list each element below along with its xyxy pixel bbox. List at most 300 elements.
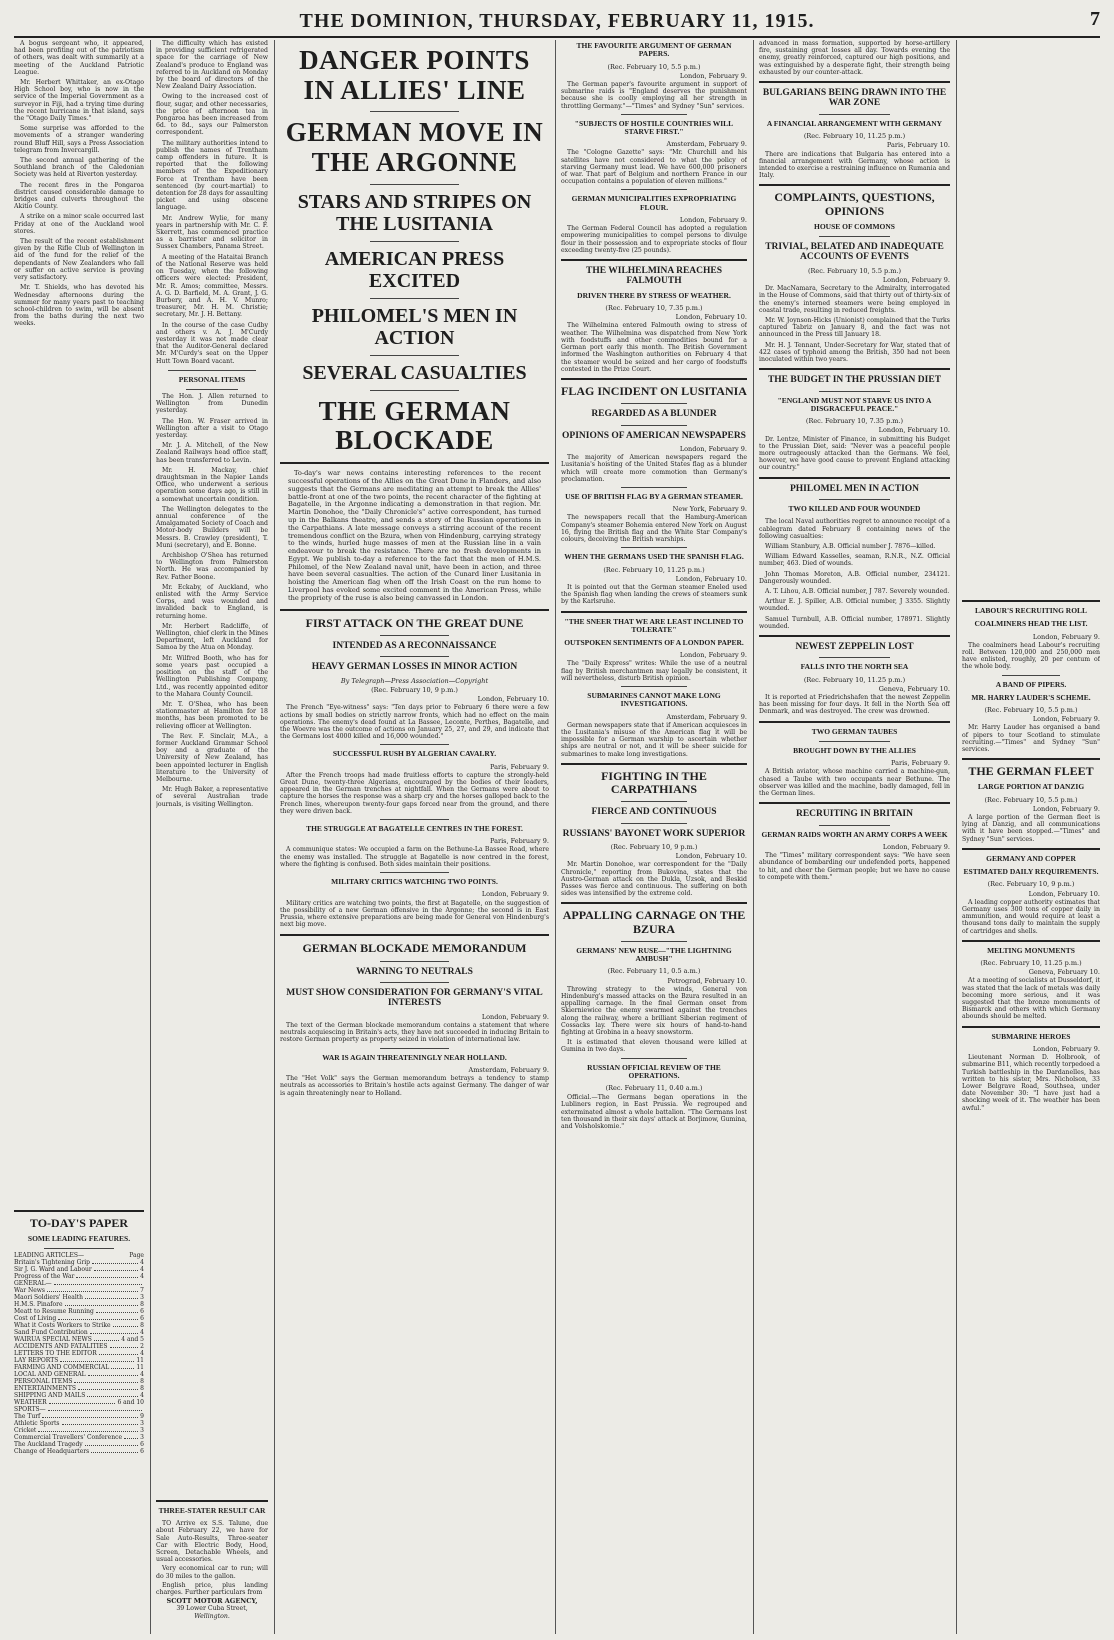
received-dateline: (Rec. February 10, 9 p.m.) [987, 880, 1075, 889]
subhead-american-opinions: OPINIONS OF AMERICAN NEWSPAPERS [562, 430, 746, 441]
toc-item-page: 6 [140, 1441, 144, 1449]
subhead-municipalities-flour: GERMAN MUNICIPALITIES EXPROPRIATING FLOUR. [571, 194, 737, 212]
article-paragraph: Some surprise was afforded to the movements of a stranger wandering round Bluff Hill, says a Press Association telegram from Invercargill. [14, 125, 144, 154]
toc-item [14, 1294, 144, 1301]
subhead-daily-requirements: ESTIMATED DAILY REQUIREMENTS. [963, 867, 1099, 877]
subhead-submarines: SUBMARINES CANNOT MAKE LONG INVESTIGATIONS. [587, 691, 721, 709]
toc-item-page: 4 [140, 1371, 144, 1379]
headline-philomel: PHILOMEL'S MEN IN ACTION [311, 304, 518, 349]
toc-item [14, 1259, 144, 1266]
subhead-north-sea: FALLS INTO THE NORTH SEA [800, 662, 909, 672]
divider [370, 111, 459, 112]
masthead-title: THE DOMINION, THURSDAY, FEBRUARY 11, 1915. [299, 9, 815, 32]
subhead-official-review: RUSSIAN OFFICIAL REVIEW OF THE OPERATIONS. [587, 1062, 721, 1080]
leader-dots [91, 1448, 138, 1453]
divider [819, 657, 890, 658]
page-number: 7 [1090, 8, 1100, 30]
leader-dots [94, 1266, 138, 1271]
article-paragraph: Mr. Martin Donohoe, war correspondent for the "Daily Chronicle," reporting from Bukovina, states that the Austro-German attack on the Dukla, Uzsok, and Beskid Passes was fierce and continuous. The suffering on both sides was intensified by the extreme cold. [561, 861, 747, 898]
toc-subtitle: SOME LEADING FEATURES. [27, 1234, 131, 1244]
toc-item [14, 1441, 144, 1448]
toc-item-label: Progress of the War [14, 1273, 75, 1281]
toc-item [14, 1322, 144, 1329]
subhead-stress-weather: DRIVEN THERE BY STRESS OF WEATHER. [577, 290, 731, 300]
divider [819, 499, 890, 500]
toc-item [14, 1350, 144, 1357]
subhead-vital-interests: MUST SHOW CONSIDERATION FOR GERMANY'S VITAL INTERESTS [286, 987, 543, 1009]
divider [370, 390, 459, 391]
toc-item-label: The Auckland Tragedy [14, 1441, 83, 1449]
casualty-entry: William Stanbury, A.B. Official number J. 7876—killed. [765, 542, 936, 550]
place-dateline: London, February 10. [1028, 889, 1100, 898]
personal-item: Mr. Hugh Baker, a representative of several Australian trade journals, is visiting Wellington. [156, 786, 268, 808]
toc-item-label: ENTERTAINMENTS [14, 1385, 76, 1393]
personal-item: Archbishop O'Shea has returned to Wellington from Palmerston North. He was accompanied by Rev. Father Boone. [156, 552, 268, 581]
headline-german-fleet: THE GERMAN FLEET [968, 764, 1094, 779]
toc-item-page: 4 and 5 [121, 1336, 144, 1344]
divider [380, 982, 449, 983]
article-paragraph: A British aviator, whose machine carried a machine-gun, chased a Taube with two occupants near Bethune. The observer was killed and the machine, badly damaged, fell in the German lines. [759, 768, 950, 797]
personal-item: The Hon. W. Fraser arrived in Wellington after a visit to Otago yesterday. [156, 417, 268, 439]
divider [621, 686, 687, 687]
subhead-lauder-scheme: MR. HARRY LAUDER'S SCHEME. [971, 692, 1091, 702]
article-paragraph: Throwing strategy to the winds, General von Hindenburg's massed attacks on the Bzura resulted in an appalling carnage. In the final German onset from Skierniewice the enemy swarmed against the trenches along the railway, where a brilliant Siberian regiment of Cossacks lay. There were six hours of hand-to-hand fighting at Grobina in a heavy snowstorm. [561, 985, 747, 1036]
leader-dots [96, 1308, 138, 1313]
article-paragraph: A large portion of the German fleet is lying at Danzig, and all communications with it have been stopped.—"Times" and Sydney "Sun" services. [962, 814, 1100, 843]
article-paragraph: The majority of American newspapers regard the Lusitania's hoisting of the United States flag as a blunder which will create more commotion than Germany's proclamation. [561, 454, 747, 483]
toc-item-label: ACCIDENTS AND FATALITIES [14, 1343, 108, 1351]
toc-item-label: Meatt to Resume Running [14, 1308, 94, 1316]
article-paragraph: The French "Eye-witness" says: "Ten days prior to February 6 there were a few actions by small bodies on strictly narrow fronts, which had no effect on the main operations. The enemy's dead found at La Bassee, Leconte, Perthes, Bagatelle, and the Woevre was the outcome of actions on January 25, 27, and 29, and indicate that the Germans lost 4000 killed and 16,000 wounded." [280, 704, 549, 741]
place-dateline: Amsterdam, February 9. [666, 140, 747, 149]
todays-paper-box [14, 1210, 144, 1455]
casualty-entry: A. T. Lihou, A.B. Official number, J 787. Severely wounded. [765, 587, 950, 595]
divider [280, 934, 549, 936]
toc-item [14, 1273, 144, 1280]
column-rule [150, 40, 151, 1634]
toc-item [14, 1336, 144, 1343]
place-dateline: Paris, February 10. [886, 141, 950, 150]
headline-flag-incident: FLAG INCIDENT ON LUSITANIA [561, 383, 747, 398]
received-dateline: (Rec. February 10, 5.5 p.m.) [984, 795, 1078, 804]
place-dateline: Petrograd, February 10. [667, 976, 747, 985]
toc-item-label: FARMING AND COMMERCIAL [14, 1364, 110, 1372]
subhead-lightning-ambush: GERMANS' NEW RUSE—"THE LIGHTNING AMBUSH" [576, 945, 732, 964]
place-dateline: Geneva, February 10. [1028, 968, 1100, 977]
toc-item-page: 11 [136, 1357, 144, 1365]
toc-item [14, 1413, 144, 1420]
personal-items-heading: PERSONAL ITEMS [178, 374, 246, 384]
divider [621, 1058, 687, 1059]
subhead-house-of-commons: HOUSE OF COMMONS [814, 221, 895, 231]
place-dateline: New York, February 9. [672, 505, 747, 514]
column-4 [561, 40, 747, 1634]
headline-zeppelin: NEWEST ZEPPELIN LOST [795, 641, 914, 652]
toc-item-label: WEATHER [14, 1399, 47, 1407]
place-dateline: London, February 9. [679, 215, 747, 224]
column-3 [280, 40, 549, 1634]
toc-item-label: Commercial Travellers' Conference [14, 1434, 122, 1442]
received-dateline: (Rec. February 10, 5.5 p.m.) [807, 266, 902, 275]
divider [759, 368, 950, 370]
divider [759, 635, 950, 637]
divider [621, 487, 687, 488]
headline-carpathians: FIGHTING IN THE CARPATHIANS [601, 768, 707, 796]
article-paragraph: The recent fires in the Pongaroa district caused considerable damage to bridges and culverts throughout the Akitio County. [14, 181, 144, 211]
toc-section-label: LEADING ARTICLES— [14, 1252, 85, 1260]
headline-recruiting-britain: RECRUITING IN BRITAIN [795, 809, 913, 820]
toc-item-label: LAY REPORTS [14, 1357, 59, 1365]
article-paragraph: The "Het Volk" says the German memorandum betrays a tendency to stamp neutrals as accessories to Britain's hostile acts against Germany. The danger of war is again threateningly near to Holland. [280, 1075, 549, 1097]
article-paragraph: A strike on a minor scale occurred last Friday at one of the Auckland wool stores. [14, 213, 144, 235]
toc-section-header [14, 1252, 144, 1259]
article-paragraph: The military authorities intend to publish the names of Trentham camp offenders in future. It is reported that the following members of the Expeditionary Force at Trentham have been sentenced (by court-martial) to detention for 28 days for assaulting picket and using obscene language. [156, 139, 268, 212]
toc-item-page: 4 [140, 1329, 144, 1337]
divider [759, 721, 950, 723]
article-paragraph: Official.—The Germans began operations in the Lubliners region, in East Prussia. We regrouped and exterminated almost a whole battalion. "The Germans lost ten thousand in their six days' attack at Borjimow, Gumina, and Volsholskomie." [561, 1094, 747, 1131]
masthead [14, 6, 1100, 38]
column-rule [555, 40, 556, 1634]
article-paragraph: Mr. Harry Lauder has organised a band of pipers to tour Scotland to stimulate recruiting.—"Times" and Sydney "Sun" services. [962, 724, 1100, 754]
article-paragraph: advanced in mass formation, supported by horse-artillery fire, sustaining great losses all day. Towards evening the enemy, greatly reinforced, captured our high positions, and was extinguished by a desperate fight, their strength being exhausted by our counter-attack. [759, 40, 950, 76]
toc-item-label: PERSONAL ITEMS [14, 1378, 73, 1386]
place-dateline: Amsterdam, February 9. [468, 1065, 549, 1074]
ad-text: TO Arrive ex S.S. Talune, due about February 22, we have for Sale Auto-Results, Three-seater Car with Electric Body, Hood, Screen, Detachable Wheels, and usual accessories. [156, 1520, 268, 1564]
article-paragraph: Military critics are watching two points, the first at Bagatelle, on the suggestion of the possibility of a new German offensive in the Argonne; the second is in East Prussia, where extensive preparations are being made for General von Hindenburg's next big move. [280, 899, 549, 929]
subhead-warning-neutrals: WARNING TO NEUTRALS [356, 966, 473, 977]
article-paragraph: Mr. W. Joynson-Hicks (Unionist) complained that the Turks captured Tabriz on January 8, and the fact was not announced in the Press till January 18. [759, 317, 950, 339]
divider [561, 259, 747, 261]
toc-item-label: Cost of Living [14, 1315, 57, 1323]
article-paragraph: Mr. Andrew Wylie, for many years in partnership with Mr. C. F. Skerrett, has commenced practice as a barrister and solicitor in Sussex Chambers, Panama Street. [156, 214, 268, 251]
received-dateline: (Rec. February 10, 5.5 p.m.) [607, 62, 701, 71]
toc-item [14, 1364, 144, 1371]
ad-signature: SCOTT MOTOR AGENCY, [166, 1597, 258, 1606]
place-dateline: London, February 9. [1032, 632, 1100, 641]
divider [380, 635, 449, 636]
article-paragraph: A bogus sergeant who, it appeared, had been profiting out of the patriotism of others, was dealt with summarily at a meeting of the Auckland Patriotic League. [14, 40, 144, 76]
article-paragraph: The local Naval authorities regret to announce receipt of a cablegram dated February 8 containing news of the following casualties: [759, 518, 950, 540]
toc-item [14, 1280, 144, 1287]
toc-item [14, 1420, 144, 1427]
ad-title: THREE-STATER RESULT CAR [158, 1506, 266, 1515]
toc-item-page: 4 [140, 1392, 144, 1400]
toc-item-label: What it Costs Workers to Strike [14, 1322, 111, 1330]
subhead-blunder: REGARDED AS A BLUNDER [591, 409, 717, 420]
headline-blockade-memorandum: GERMAN BLOCKADE MEMORANDUM [302, 941, 527, 956]
received-dateline: (Rec. February 10, 9 p.m.) [371, 685, 458, 694]
headline-wilhelmina: THE WILHELMINA REACHES FALMOUTH [585, 265, 723, 287]
article-paragraph: Dr. Lentze, Minister of Finance, in submitting his Budget to the Prussian Diet, said: "Never was a peaceful people more outrageously attacked than the Germans. We feel, however, we have good cause to prevent England attacking our country." [759, 435, 950, 472]
leader-dots [99, 1350, 138, 1355]
toc-item [14, 1385, 144, 1392]
article-paragraph: The second annual gathering of the Southland branch of the Caledonian Society was held at Riverton yesterday. [14, 157, 144, 179]
toc-item [14, 1427, 144, 1434]
toc-item-page: 9 [140, 1413, 144, 1421]
leader-dots [65, 1301, 139, 1306]
subhead-algerian-cavalry: SUCCESSFUL RUSH BY ALGERIAN CAVALRY. [332, 749, 497, 759]
subhead-band-pipers: A BAND OF PIPERS. [995, 679, 1067, 689]
article-paragraph: It is reported at Friedrichshafen that the newest Zeppelin has been missing for four days. It fell in the North Sea off Denmark, and was destroyed. The crew was drowned. [759, 694, 950, 716]
personal-item: Mr. Wilfred Booth, who has for some years past occupied a position on the staff of the Wellington Publishing Company, Ltd., was recently appointed editor to the Mahara County Council. [156, 654, 268, 698]
toc-item-page: 6 [140, 1308, 144, 1316]
subhead-trivial-accounts: TRIVIAL, BELATED AND INADEQUATE ACCOUNTS OF EVENTS [765, 241, 944, 263]
personal-item: Mr. T. O'Shea, who has been stationmaster at Hamilton for 18 months, has been promoted to be relieving officer at Wellington. [156, 700, 268, 730]
toc-item [14, 1378, 144, 1385]
ad-address: 39 Lower Cuba Street, [176, 1605, 248, 1613]
toc-item-label: Cricket [14, 1427, 37, 1435]
article-paragraph: The difficulty which has existed in providing sufficient refrigerated space for the carriage of New Zealand's produce to England was referred to in Auckland on Monday by the board of directors of the New Zealand Dairy Association. [156, 40, 268, 91]
leader-dots [111, 1364, 134, 1369]
toc-item-page: 6 [140, 1315, 144, 1323]
subhead-german-raids: GERMAN RAIDS WORTH AN ARMY CORPS A WEEK [761, 829, 948, 839]
divider [370, 355, 459, 356]
leader-dots [85, 1441, 138, 1446]
divider [819, 391, 890, 392]
article-paragraph: Lieutenant Norman D. Holbrook, of submarine B11, which recently torpedoed a Turkish battleship in the Dardanelles, has written to his sister, Mrs. Nicholson, 33 Lower Belgrave Road, Southsea, under date November 30: "I have just had a shocking week of it. The weather has been awful." [962, 1054, 1100, 1112]
place-dateline: London, February 9. [1032, 804, 1100, 813]
toc-item-page: 6 [140, 1448, 144, 1456]
leader-dots [58, 1315, 138, 1320]
divider [380, 961, 449, 962]
leader-dots [42, 1413, 138, 1418]
toc-item-page: 4 [140, 1259, 144, 1267]
received-dateline: (Rec. February 11, 0.5 a.m.) [607, 967, 701, 976]
personal-item: The Hon. J. Allen returned to Wellington from Dunedin yesterday. [156, 392, 268, 415]
headline-melting-monuments: MELTING MONUMENTS [987, 945, 1075, 955]
column-6-top-spacer [962, 40, 1100, 600]
divider [370, 184, 459, 185]
casualty-entry: John Thomas Moreton, A.B. Official number, 234121. Dangerously wounded. [759, 570, 950, 585]
headline-philomel-men: PHILOMEL MEN IN ACTION [789, 483, 920, 494]
toc-item-label: LETTERS TO THE EDITOR [14, 1350, 97, 1358]
toc-title: TO-DAY'S PAPER [29, 1216, 129, 1230]
place-dateline: Amsterdam, February 9. [666, 712, 747, 721]
divider [962, 758, 1100, 760]
toc-item-label: GENERAL— [14, 1280, 52, 1288]
article-paragraph: The Wilhelmina entered Falmouth owing to stress of weather. The Wilhelmina was dispatched from New York with foodstuffs and other commodities bound for a German port early this month. The British Government informed the Washington authorities on February 4 that the steamer would be seized and her cargo of foodstuffs contested in the Prize Court. [561, 322, 747, 373]
divider [370, 241, 459, 242]
divider [759, 184, 950, 186]
divider [156, 1500, 268, 1502]
headline-submarine-heroes: SUBMARINE HEROES [991, 1031, 1071, 1041]
leader-dots [62, 1420, 139, 1425]
place-dateline: Paris, February 9. [490, 837, 549, 846]
received-dateline: (Rec. February 10, 9 p.m.) [610, 843, 698, 852]
toc-item-label: War News [14, 1287, 46, 1295]
toc-item [14, 1434, 144, 1441]
divider [561, 902, 747, 904]
toc-item-page: 7 [140, 1287, 144, 1295]
divider [168, 370, 256, 371]
divider [759, 477, 950, 479]
toc-item [14, 1392, 144, 1399]
toc-item-page: 4 [140, 1350, 144, 1358]
subhead-spanish-flag: WHEN THE GERMANS USED THE SPANISH FLAG. [564, 552, 744, 562]
toc-item-page: 3 [140, 1434, 144, 1442]
divider [370, 298, 459, 299]
place-dateline: Geneva, February 10. [878, 684, 950, 693]
leader-dots [87, 1392, 138, 1397]
personal-item: The Wellington delegates to the annual conference of the Amalgamated Society of Coach and Motor-body Builders will be Messrs. B. Crawley (president), T. Muni (secretary), and E. Bonne. [156, 505, 268, 549]
divider [186, 389, 238, 390]
divider [621, 189, 687, 190]
column-rule [274, 40, 275, 1634]
article-paragraph: The "Daily Express" writes: While the use of a neutral flag by British merchantmen may legally be consistent, it will nevertheless, disturb British opinion. [561, 660, 747, 682]
toc-item [14, 1406, 144, 1413]
leader-dots [90, 1329, 138, 1334]
subhead-brought-down: BROUGHT DOWN BY THE ALLIES [793, 745, 916, 755]
article-paragraph: A meeting of the Hataitai Branch of the National Reserve was held on Tuesday, when the following officers were elected: President, Mr. R. Amos; committee, Messrs. A. G. D. Barfield, M. A. Grant, J. G. Burbery, and A. H. V. Munro; treasurer, Mr. H. M. Christie; secretary, Mr. J. H. Bettany. [156, 253, 268, 319]
toc-item-label: Sand Fund Contribution [14, 1329, 88, 1337]
subhead-sneer: "THE SNEER THAT WE ARE LEAST INCLINED TO TOLERATE" [564, 616, 744, 634]
divider [962, 848, 1100, 850]
subhead-bayonet: RUSSIANS' BAYONET WORK SUPERIOR [562, 828, 746, 839]
toc-item-label: Change of Headquarters [14, 1448, 90, 1456]
article-paragraph: A communique states: We occupied a farm on the Bethune-La Bassee Road, where the enemy was installed. The struggle at Bagatelle is now centred in the forest, where the fighting is confused. Both sides maintain their positions. [280, 846, 549, 868]
subhead-heavy-losses: HEAVY GERMAN LOSSES IN MINOR ACTION [311, 662, 518, 673]
article-paragraph: The newspapers recall that the Hamburg-American Company's steamer Bohemia entered New York on August 16, flying the British flag and the White Star Company's colours, deceiving the British warships. [561, 514, 747, 544]
article-paragraph: After the French troops had made fruitless efforts to capture the strongly-held Great Dune, twenty-three Algerians, encouraged by the bodies of their leaders, appeared in the German trenches at nightfall. When the Germans were about to capture the horses the response was a sharp cry and the horses galloped back to the French lines, whereupon twenty-four gaps forced near from the ground, and there they were driven back. [280, 771, 549, 815]
leader-dots [124, 1434, 138, 1439]
headline-first-attack: FIRST ATTACK ON THE GREAT DUNE [305, 615, 524, 630]
subhead-danzig: LARGE PORTION AT DANZIG [977, 782, 1085, 792]
article-paragraph: German newspapers state that if American acquiesces in the Lusitania's misuse of the American flag it will be impossible for a German warship to ascertain whether ships are neutral or not, and it will be sheer suicide for submarines to make long investigations. [561, 721, 747, 758]
place-dateline: London, February 9. [679, 651, 747, 660]
toc-item-page: 8 [140, 1322, 144, 1330]
divider [380, 819, 449, 820]
place-dateline: London, February 9. [882, 276, 950, 285]
toc-item-label: Maori Soldiers' Health [14, 1294, 84, 1302]
article-paragraph: It is estimated that eleven thousand were killed at Gumina in two days. [561, 1039, 747, 1054]
toc-item-page: 4 [140, 1273, 144, 1281]
leader-dots [85, 1294, 138, 1299]
article-paragraph: The coalminers head Labour's recruiting roll. Between 120,000 and 250,000 men have enlisted, roughly, 20 per centum of the whole body. [962, 641, 1100, 671]
divider [621, 403, 687, 404]
divider [759, 81, 950, 83]
leader-dots [38, 1427, 138, 1432]
divider [962, 1026, 1100, 1028]
headline-bzura: APPALLING CARNAGE ON THE BZURA [562, 908, 746, 936]
ad-text: English price, plus landing charges. Further particulars from [156, 1581, 268, 1597]
headline-german-move: GERMAN MOVE IN THE ARGONNE [285, 117, 544, 178]
received-dateline: (Rec. February 10, 11.25 p.m.) [803, 675, 906, 684]
toc-item [14, 1329, 144, 1336]
subhead-financial-arrangement: A FINANCIAL ARRANGEMENT WITH GERMANY [766, 118, 943, 128]
received-dateline: (Rec. February 10, 11.25 p.m.) [803, 132, 906, 141]
article-paragraph: The "Times" military correspondent says: "We have seen abundance of bombarding our undefended ports, happened to hit, and cheer the German people; but we have no cause to compete with them." [759, 852, 950, 881]
divider [621, 425, 687, 426]
headline-american-press: AMERICAN PRESS EXCITED [324, 247, 505, 292]
received-dateline: (Rec. February 10, 11.25 p.m.) [980, 959, 1082, 968]
received-dateline: (Rec. February 11, 0.40 a.m.) [605, 1084, 703, 1093]
divider [819, 114, 890, 115]
divider [380, 1048, 449, 1049]
article-paragraph: Mr. Herbert Whittaker, an ex-Otago High School boy, who is now in the service of the Imperial Government as a surveyor in Fiji, had a trying time during the recent hurricane in that island, says the "Otago Daily Times." [14, 79, 144, 123]
headline-prussian-budget: THE BUDGET IN THE PRUSSIAN DIET [767, 375, 942, 386]
article-paragraph: Mr. H. J. Tennant, Under-Secretary for War, stated that of 422 cases of typhoid among the British, 350 had not been inoculated within two years. [759, 341, 950, 364]
divider [819, 741, 890, 742]
divider [962, 600, 1100, 602]
toc-list [14, 1259, 144, 1455]
place-dateline: London, February 10. [878, 426, 950, 435]
article-paragraph: The German Federal Council has adopted a regulation empowering municipalities to compel persons to divulge flour in their possession and to expropriate stocks of flour exceeding twenty-five (25 pounds). [561, 225, 747, 254]
article-paragraph: In the course of the case Cudby and others v. A. J. M'Curdy yesterday it was not made clear that the Auditor-General declared Mr. M'Curdy's seat on the Upper Hutt Town Board vacant. [156, 321, 268, 365]
subhead-coalminers: COALMINERS HEAD THE LIST. [974, 619, 1088, 629]
article-paragraph: It is pointed out that the German steamer Eneled used the Spanish flag when landing the crews of steamers sunk by the Karlsruhe. [561, 583, 747, 606]
leader-dots [74, 1378, 138, 1383]
leader-dots [92, 1259, 138, 1264]
toc-item-label: The Turf [14, 1413, 41, 1421]
divider [280, 462, 549, 464]
divider [759, 802, 950, 804]
toc-item [14, 1399, 144, 1406]
received-dateline: (Rec. February 10, 5.5 p.m.) [984, 706, 1078, 715]
toc-item-label: Sir J. G. Ward and Labour [14, 1266, 92, 1274]
toc-item [14, 1357, 144, 1364]
subhead-subjects-starve: "SUBJECTS OF HOSTILE COUNTRIES WILL STARVE FIRST." [574, 118, 734, 136]
war-news-summary: To-day's war news contains interesting references to the recent successful operations of the Allies on the Great Dune in Flanders, and also suggests that the Germans are meditating an attempt to break the Allies' battle-front at one of the two points, the recent character of the fighting at Bagatelle, in the Argonne indicating a demonstration in that region. Mr. Martin Donohoe, the "Daily Chronicle's" active correspondent, has turned up in the Balkans theatre, and sends a story of the Russian operations in the Carpathians. A late message conveys a stirring account of the recent tremendous conflict on the Bzura, when von Hindenburg, carrying strategy to the winds, hurled huge masses of men at the Russian line in a vain endeavour to break the resistance. There are no fresh developments in Egypt. We publish to-day a reference to the fact that the men of H.M.S. Philomel, of the New Zealand naval unit, have been in action, and three have been several casualties. The action of the Cunard liner Lusitania in hoisting the American flag when off the Irish Coast on the run home to Liverpool has evoked some excited comment in the American Press, while the propriety of the ruse is also being canvassed in London. [288, 469, 541, 602]
place-dateline: Paris, February 9. [891, 759, 950, 768]
toc-item-page: 8 [140, 1385, 144, 1393]
telegraph-credit: By Telegraph—Press Association—Copyright [340, 676, 489, 685]
place-dateline: London, February 9. [679, 444, 747, 453]
toc-item-page: 4 [140, 1266, 144, 1274]
place-dateline: London, February 9. [882, 842, 950, 851]
toc-item-label: SPORTS— [14, 1406, 46, 1414]
place-dateline: London, February 9. [1032, 715, 1100, 724]
article-paragraph: Mr. T. Shields, who has devoted his Wednesday afternoons during the summer for many years past to teaching school-children to swim, will be absent from the baths during the next two weeks. [14, 284, 144, 328]
headline-stars-stripes: STARS AND STRIPES ON THE LUSITANIA [297, 190, 532, 235]
toc-item-page: 6 and 10 [117, 1399, 144, 1407]
divider [819, 825, 890, 826]
article-paragraph: The German paper's favourite argument in support of submarine raids is "England deserves the punishment because she is coolly employing all her strength in throttling Germany."—"Times" and Sydney "Sun" services. [561, 80, 747, 110]
personal-item: Mr. Eckaby, of Auckland, who enlisted with the Army Service Corps, and was wounded and invalided back to England, is returning home. [156, 583, 268, 620]
place-dateline: London, February 10. [675, 852, 747, 861]
divider [14, 1210, 144, 1212]
motor-advertisement [156, 1500, 268, 1620]
divider [621, 941, 687, 942]
leader-dots [113, 1322, 139, 1327]
toc-item-label: Athletic Sports [14, 1420, 60, 1428]
column-rule [956, 40, 957, 1634]
leader-dots [48, 1406, 142, 1411]
toc-item-page: 8 [140, 1378, 144, 1386]
toc-item [14, 1308, 144, 1315]
personal-item: Mr. J. A. Mitchell, of the New Zealand Railways head office staff, has been transferred to Levin. [156, 442, 268, 464]
article-paragraph: The "Cologne Gazette" says: "Mr. Churchill and his satellites have not considered to what the policy of starving Germany must lead. We have 600,000 prisoners of war. That part of Belgium and northern France in our occupation contains a population of eleven millions." [561, 149, 747, 186]
casualty-entry: William Edward Kasselles, seaman, R.N.R., N.Z. Official number, 463. Died of wounds. [759, 553, 950, 568]
toc-item [14, 1315, 144, 1322]
toc-item-page: 2 [140, 1343, 144, 1351]
column-2 [156, 40, 268, 1634]
leader-dots [94, 1336, 119, 1341]
subhead-reconnaissance: INTENDED AS A RECONNAISSANCE [332, 640, 497, 651]
ad-text: Very economical car to run; will do 30 miles to the gallon. [156, 1565, 268, 1580]
divider [380, 656, 449, 657]
subhead-fierce: FIERCE AND CONTINUOUS [591, 807, 717, 818]
toc-item-label: SHIPPING AND MAILS [14, 1392, 86, 1400]
divider [621, 114, 687, 115]
toc-item-label: WAIRUA SPECIAL NEWS [14, 1336, 92, 1344]
subhead-military-critics: MILITARY CRITICS WATCHING TWO POINTS. [331, 877, 498, 887]
headline-bulgarians: BULGARIANS BEING DRAWN INTO THE WAR ZONE [762, 88, 947, 109]
headline-taubes: TWO GERMAN TAUBES [811, 726, 898, 736]
article-paragraph: At a meeting of socialists at Dusseldorf, it was stated that the lack of metals was daily becoming more serious, and it was suggested that the bronze monuments of Bismarck and others with which Germany abounds should be melted. [962, 977, 1100, 1021]
divider [621, 547, 687, 548]
received-dateline: (Rec. February 10, 7.35 p.m.) [605, 304, 703, 313]
casualty-list [759, 543, 950, 630]
